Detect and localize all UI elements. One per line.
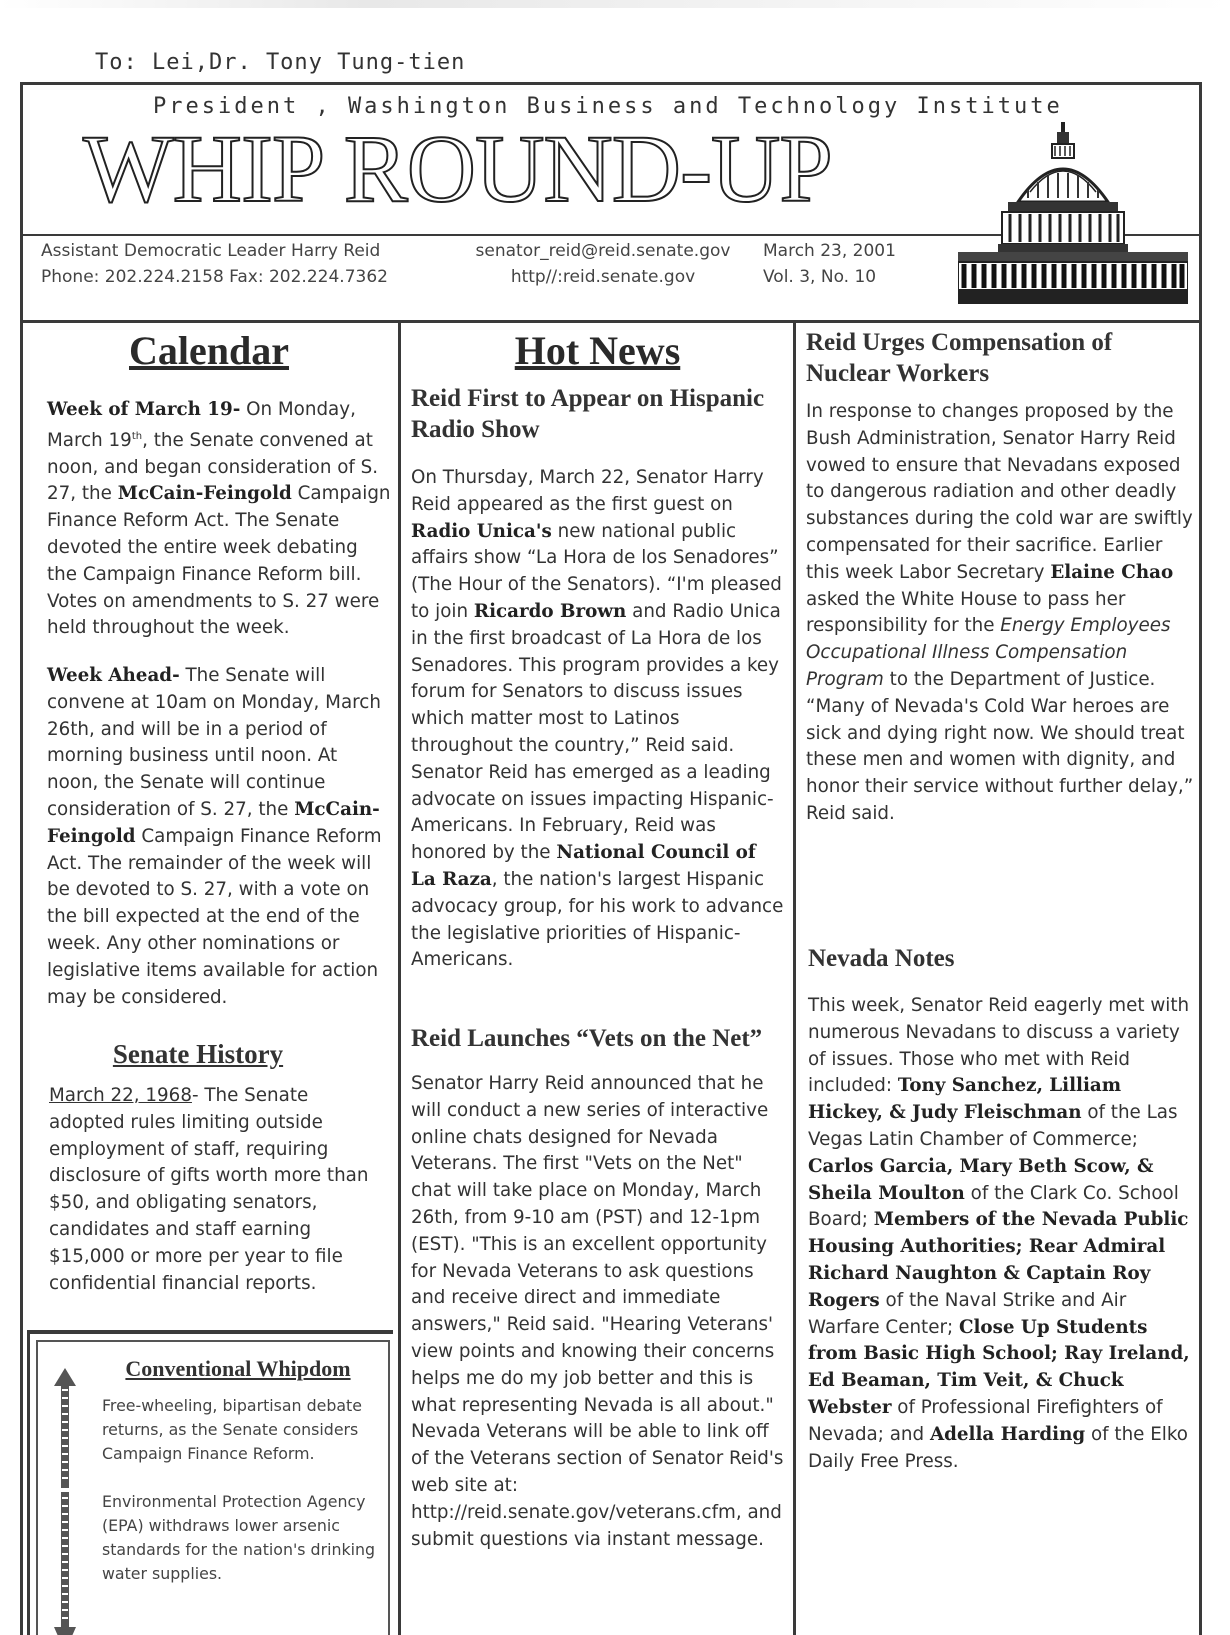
whipdom-item-up: Free-wheeling, bipartisan debate returns, as the Senate considers Campaign Finance Reform. bbox=[102, 1396, 362, 1463]
email-address: senator_reid@reid.senate.gov bbox=[475, 241, 731, 261]
fax-recipient-line: To: Lei,Dr. Tony Tung-tien bbox=[95, 50, 466, 75]
issue-volume: Vol. 3, No. 10 bbox=[763, 267, 877, 287]
senate-history-heading: Senate History bbox=[112, 1039, 284, 1069]
website-address: http//:reid.senate.gov bbox=[510, 267, 696, 287]
issue-info-block bbox=[763, 238, 896, 323]
leader-name: Assistant Democratic Leader Harry Reid bbox=[41, 241, 381, 261]
down-arrow-icon bbox=[54, 1492, 76, 1635]
calendar-week-paragraph: Week of March 19- On Monday, March 19th, the Senate convened at noon, and began consideration of S. 27, the McCain-Feingold Campaign Finance Reform Act. The Senate devoted the entire week debating the Campaign Finance Reform bill. Votes on amendments to S. 27 were held throughout the week. bbox=[47, 399, 391, 639]
capitol-dome-icon bbox=[958, 122, 1188, 312]
up-arrow-icon bbox=[54, 1368, 76, 1488]
contact-leader-block bbox=[41, 238, 388, 323]
hot-news-heading: Hot News bbox=[514, 328, 681, 373]
nuclear-workers-headline: Reid Urges Compensation of Nuclear Workers bbox=[806, 329, 1113, 387]
whipdom-heading: Conventional Whipdom bbox=[125, 1356, 351, 1381]
nevada-notes-article: This week, Senator Reid eagerly met with numerous Nevadans to discuss a variety of issues. Those who met with Reid included: Tony Sanchez, Lilliam Hickey, & Judy Fleischman of the Las Vegas Latin Chamber of Commerce; Carlos Garcia, Mary Beth Scow, & Sheila Moulton of the Clark Co. School Board; Members of the Nevada Public Housing Authorities; Rear Admiral Richard Naughton & Captain Roy Rogers of the Naval Strike and Air Warfare Center; Close Up Students from Basic High School; Ray Ireland, Ed Beaman, Tim Veit, & Chuck Webster of Professional Firefighters of Nevada; and Adella Harding of the Elko Daily Free Press. bbox=[808, 995, 1190, 1472]
vets-on-net-headline: Reid Launches “Vets on the Net” bbox=[411, 1025, 763, 1052]
right-column bbox=[793, 323, 1199, 1635]
vets-on-net-article: Senator Harry Reid announced that he will conduct a new series of interactive online chats designed for Nevada Veterans. The first "Vets on the Net" chat will take place on Monday, March 26th, from 9-10 am (PST) and 12-1pm (EST). "This is an excellent opportunity for Nevada Veterans to ask questions and receive direct and immediate answers," Reid said. "Hearing Veterans' view points and knowing their concerns helps me do my job better and this is what representing Nevada is all about." Nevada Veterans will be able to link off of the Veterans section of Senator Reid's web site at: http://reid.senate.gov/veterans.cfm, and submit questions via instant message. bbox=[411, 1073, 784, 1550]
whipdom-box bbox=[27, 1330, 393, 1635]
whipdom-inner-frame bbox=[36, 1340, 390, 1635]
radio-show-article: On Thursday, March 22, Senator Harry Reid appeared as the first guest on Radio Unica's new national public affairs show “La Hora de los Senadores” (The Hour of the Senators). “I'm pleased to join Ricardo Brown and Radio Unica in the first broadcast of La Hora de los Senadores. This program provides a key forum for Senators to discuss issues which matter most to Latinos throughout the country,” Reid said. Senator Reid has emerged as a leading advocate on issues impacting Hispanic-Americans. In February, Reid was honored by the National Council of La Raza, the nation's largest Hispanic advocacy group, for his work to advance the legislative priorities of Hispanic-Americans. bbox=[411, 467, 784, 971]
whipdom-item-down: Environmental Protection Agency (EPA) withdraws lower arsenic standards for the nation's drinking water supplies. bbox=[102, 1492, 376, 1583]
recipient-title-line: President , Washington Business and Technology Institute bbox=[153, 94, 1063, 119]
hot-news-column bbox=[398, 323, 791, 1635]
contact-web-block bbox=[473, 238, 733, 323]
radio-show-headline: Reid First to Appear on Hispanic Radio Show bbox=[411, 385, 765, 443]
nuclear-workers-article: In response to changes proposed by the Bush Administration, Senator Harry Reid vowed to ensure that Nevadans exposed to dangerous radiation and other deadly substances during the cold war are swiftly compensated for their sacrifice. Earlier this week Labor Secretary Elaine Chao asked the White House to pass her responsibility for the Energy Employees Occupational Illness Compensation Program to the Department of Justice. “Many of Nevada's Cold War heroes are sick and dying right now. We should treat these men and women with dignity, and honor their service without further delay,” Reid said. bbox=[806, 401, 1194, 824]
calendar-heading: Calendar bbox=[129, 328, 289, 373]
nevada-notes-headline: Nevada Notes bbox=[808, 945, 955, 972]
senate-history-paragraph: March 22, 1968- The Senate adopted rules limiting outside employment of staff, requiring disclosure of gifts worth more than $50, and obligating senators, candidates and staff earning $15,000 or more per year to file confidential financial reports. bbox=[49, 1085, 369, 1294]
newsletter-frame bbox=[20, 82, 1202, 1635]
newsletter-title: WHIP ROUND-UP bbox=[83, 115, 832, 222]
phone-fax: Phone: 202.224.2158 Fax: 202.224.7362 bbox=[41, 267, 388, 287]
masthead bbox=[23, 85, 1199, 236]
calendar-week-ahead-paragraph: Week Ahead- The Senate will convene at 10am on Monday, March 26th, and will be in a period of morning business until noon. At noon, the Senate will continue consideration of S. 27, the McCain-Feingold Campaign Finance Reform Act. The remainder of the week will be devoted to S. 27, with a vote on the bill expected at the end of the week. Any other nominations or legislative items available for action may be considered. bbox=[47, 665, 382, 1008]
fax-header-band bbox=[0, 0, 1230, 8]
issue-date: March 23, 2001 bbox=[763, 241, 896, 261]
